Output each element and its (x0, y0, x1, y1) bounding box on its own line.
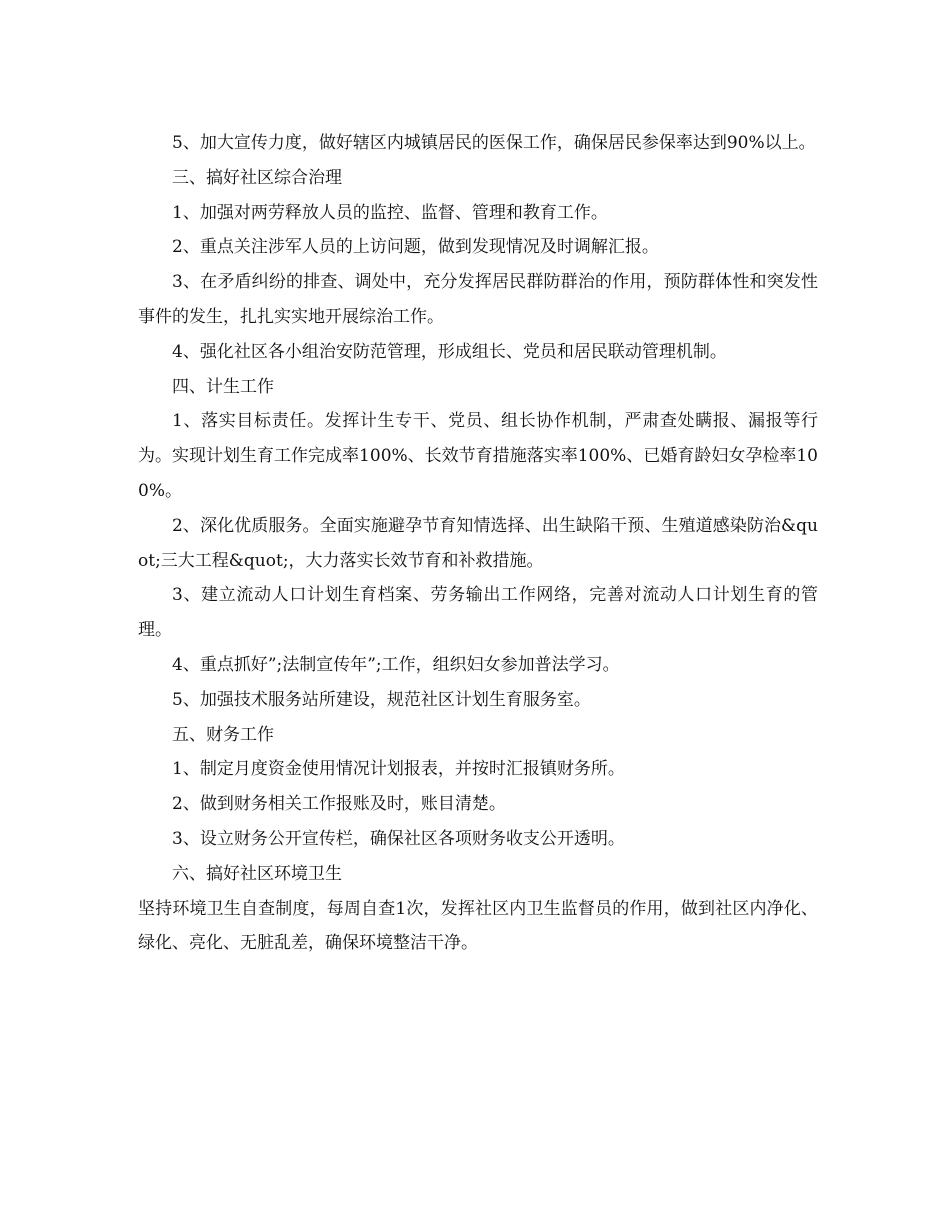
section-heading-3: 三、搞好社区综合治理 (172, 167, 342, 188)
paragraph-item-3: 3、在矛盾纠纷的排查、调处中，充分发挥居民群防群治的作用，预防群体性和突发性事件的发生，扎扎实实地开展综治工作。 (138, 272, 818, 327)
section-heading-5: 五、财务工作 (172, 724, 274, 745)
paragraph-item-4: 4、重点抓好”;法制宣传年”;工作，组织妇女参加普法学习。 (172, 654, 620, 675)
paragraph-item-2: 2、重点关注涉军人员的上访问题，做到发现情况及时调解汇报。 (172, 237, 659, 258)
paragraph-item-1: 1、落实目标责任。发挥计生专干、党员、组长协作机制，严肃查处瞒报、漏报等行为。实现计划生育工作完成率100%、长效节育措施落实率100%、已婚育龄妇女孕检率100%。 (138, 411, 818, 501)
paragraph-item-3: 3、设立财务公开宣传栏，确保社区各项财务收支公开透明。 (172, 828, 625, 849)
paragraph-item-5-insurance: 5、加大宣传力度，做好辖区内城镇居民的医保工作，确保居民参保率达到90%以上。 (172, 133, 816, 153)
paragraph-item-5: 5、加强技术服务站所建设，规范社区计划生育服务室。 (172, 689, 591, 710)
paragraph-item-1: 1、制定月度资金使用情况计划报表，并按时汇报镇财务所。 (172, 759, 625, 780)
paragraph-item-2: 2、深化优质服务。全面实施避孕节育知情选择、出生缺陷干预、生殖道感染防治&quot;三大工程&quot;，大力落实长效节育和补救措施。 (138, 515, 818, 571)
paragraph-item-3: 3、建立流动人口计划生育档案、劳务输出工作网络，完善对流动人口计划生育的管理。 (138, 585, 818, 641)
paragraph-item-1: 1、加强对两劳释放人员的监控、监督、管理和教育工作。 (172, 202, 608, 223)
paragraph-item-4: 4、强化社区各小组治安防范管理，形成组长、党员和居民联动管理机制。 (172, 341, 727, 362)
document-body (138, 126, 818, 961)
section-heading-4: 四、计生工作 (172, 376, 274, 397)
section-heading-6: 六、搞好社区环境卫生 (172, 863, 342, 884)
paragraph-item-2: 2、做到财务相关工作报账及时，账目清楚。 (172, 794, 506, 815)
paragraph-environment: 坚持环境卫生自查制度，每周自查1次，发挥社区内卫生监督员的作用，做到社区内净化、绿化、亮化、无脏乱差，确保环境整洁干净。 (138, 898, 818, 954)
